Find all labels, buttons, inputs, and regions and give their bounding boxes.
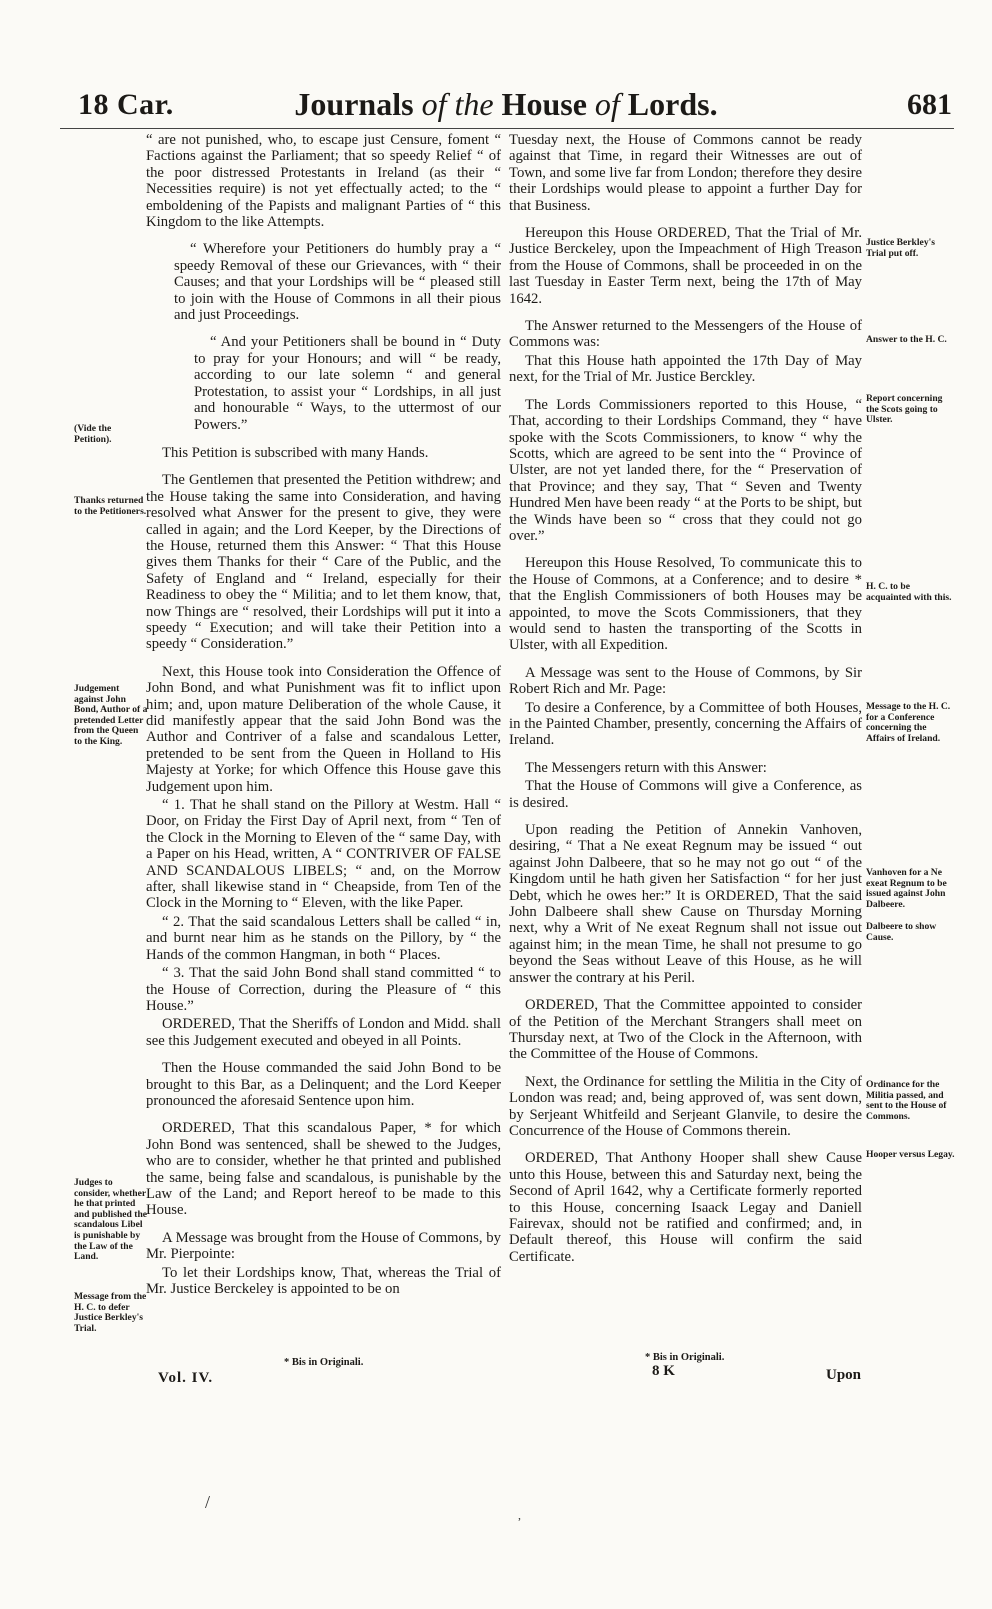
paragraph: “ 3. That the said John Bond shall stand committed “ to the House of Correction, during the Pleasure of “ this House.”: [146, 965, 501, 1014]
title-word: of: [594, 86, 620, 122]
paragraph: Upon reading the Petition of Annekin Vanhoven, desiring, “ That a Ne exeat Regnum may be issued “ out against John Dalbeere, that so he may not go out “ of the Kingdom until he hath given her Satisfaction “ for her just Debt, which he owes her:” It is ORDERED, That the said John Dalbeere shall shew Cause on Thursday Morning next, why a Writ of Ne exeat Regnum shall not issue out against him; in the mean Time, he shall not presume to go beyond the Seas without Leave of this House, as he will answer the contrary at his Peril.: [509, 822, 862, 986]
paragraph: The Answer returned to the Messengers of the House of Commons was:: [509, 318, 862, 351]
paragraph: That the House of Commons will give a Conference, as is desired.: [509, 778, 862, 811]
stray-mark: ,: [518, 1508, 521, 1522]
margin-note: Hooper versus Legay.: [866, 1149, 955, 1160]
page-number: 681: [907, 88, 952, 121]
signature-mark: 8 K: [652, 1363, 675, 1379]
margin-note: Thanks returned to the Petitioners.: [74, 495, 147, 517]
margin-note: (Vide the Petition).: [74, 423, 112, 445]
margin-note: Report concerning the Scots going to Ulster.: [866, 393, 943, 426]
paragraph: To let their Lordships know, That, whereas the Trial of Mr. Justice Berckeley is appointed to be on: [146, 1264, 501, 1297]
paragraph: Hereupon this House Resolved, To communicate this to the House of Commons, at a Conference; and to desire * that the English Commissioners of both Houses may be appointed, to move the Scots Commissioners, that they would send to hasten the transporting of the Scotts in Ulster, with all Expedition.: [509, 555, 862, 654]
margin-note: Ordinance for the Militia passed, and sent to the House of Commons.: [866, 1079, 947, 1122]
margin-note: Vanhoven for a Ne exeat Regnum to be issued against John Dalbeere.: [866, 867, 947, 910]
footnote: * Bis in Originali.: [645, 1352, 725, 1363]
paragraph: “ are not punished, who, to escape just Censure, foment “ Factions against the Parliament; that so speedy Relief “ of the poor distressed Protestants in Ireland (as their “ Necessities require) is not yet effectually acted; to the “ emboldening of the Papists and malignant Parties of “ this Kingdom to the like Attempts.: [146, 132, 501, 231]
right-column: [509, 132, 862, 1276]
margin-note: Judges to consider, whether he that printed and published the scandalous Libel is punishable by the Law of the Land.: [74, 1177, 148, 1263]
margin-note: Dalbeere to show Cause.: [866, 921, 937, 943]
title-word: of the: [421, 86, 494, 122]
paragraph: ORDERED, That the Sheriffs of London and Midd. shall see this Judgement executed and obeyed in all Points.: [146, 1016, 501, 1049]
page-header: [60, 86, 952, 126]
paragraph: Next, this House took into Consideration the Offence of John Bond, and what Punishment was fit to inflict upon him; and, upon mature Deliberation of the whole Cause, it did manifestly appear that the said John Bond was the Author and Contriver of a false and scandalous Letter, pretended to be sent from the Queen in Holland to His Majesty at Yorke; for which Offence this House gave this Judgement upon him.: [146, 663, 501, 795]
paragraph: To desire a Conference, by a Committee of both Houses, in the Painted Chamber, presently, concerning the Affairs of Ireland.: [509, 699, 862, 749]
left-column: [146, 132, 501, 1308]
margin-note: Justice Berkley's Trial put off.: [866, 237, 936, 259]
stray-mark: /: [205, 1492, 211, 1512]
margin-note: Message from the H. C. to defer Justice Berkley's Trial.: [74, 1291, 147, 1334]
paragraph: ORDERED, That this scandalous Paper, * for which John Bond was sentenced, shall be shewed to the Judges, who are to consider, whether he that printed and published the same, being false and scandalous, is punishable by the Law of the Land; and Report hereof to be made to this House.: [146, 1120, 501, 1219]
margin-note: Judgement against John Bond, Author of a pretended Letter from the Queen to the King.: [74, 683, 148, 747]
paragraph: A Message was sent to the House of Commons, by Sir Robert Rich and Mr. Page:: [509, 664, 862, 698]
margin-note: H. C. to be acquainted with this.: [866, 581, 952, 603]
paragraph: Hereupon this House ORDERED, That the Trial of Mr. Justice Berckeley, upon the Impeachment of High Treason from the House of Commons, shall be proceeded in on the last Tuesday in Easter Term next, being the 17th of May 1642.: [509, 225, 862, 307]
paragraph: “ 1. That he shall stand on the Pillory at Westm. Hall “ Door, on Friday the First Day of April next, from “ Ten of the Clock in the Morning to Eleven of the “ same Day, with a Paper on his Head, written, A “ CONTRIVER OF FALSE AND SCANDALOUS LIBELS; “ and, on the Morrow after, shall likewise stand in “ Cheapside, from Ten of the Clock in the Morning to “ Eleven, with the like Paper.: [146, 797, 501, 912]
paragraph: The Gentlemen that presented the Petition withdrew; and the House taking the same into Consideration, and having resolved what Answer for the present to give, they were called in again; and the Lord Keeper, by the Directions of the House, returned them this Answer: “ That this House gives them Thanks for their “ Care of the Public, and the Safety of England and “ Ireland, especially for their Readiness to obey the “ Militia; and to let them know, that, now Things are “ resolved, their Lordships will put it into a speedy “ Execution; and will take their Petition into a speedy “ Consideration.”: [146, 472, 501, 653]
volume-label: Vol. IV.: [158, 1370, 214, 1386]
margin-note: Answer to the H. C.: [866, 334, 947, 345]
paragraph: ORDERED, That Anthony Hooper shall shew Cause unto this House, between this and Saturday next, being the Second of April 1642, why a Certificate formerly reported to this House, concerning Isaack Legay and Daniell Fairevax, should not be ratified and confirmed; and, in Default thereof, this House will confirm the said Certificate.: [509, 1150, 862, 1265]
regnal-year: 18 Car.: [78, 88, 174, 121]
paragraph: “ And your Petitioners shall be bound in “ Duty to pray for your Honours; and will “ be ready, according to our late solemn “ and general Protestation, to assist your “ Lordships, in all just and honourable “ Ways, to the uttermost of our Powers.”: [194, 334, 501, 433]
paragraph: ORDERED, That the Committee appointed to consider of the Petition of the Merchant Strangers shall meet on Thursday next, at Two of the Clock in the Afternoon, with the Committee of the House of Commons.: [509, 997, 862, 1063]
title-word: Lords.: [627, 86, 718, 122]
paragraph: The Messengers return with this Answer:: [525, 759, 767, 776]
paragraph: Tuesday next, the House of Commons cannot be ready against that Time, in regard their Witnesses are out of Town, and some live far from London; therefore they desire their Lordships would please to appoint a further Day for that Business.: [509, 132, 862, 214]
running-title: [60, 86, 952, 123]
paragraph: A Message was brought from the House of Commons, by Mr. Pierpointe:: [146, 1229, 501, 1263]
paragraph: The Lords Commissioners reported to this House, “ That, according to their Lordships Command, they “ have spoke with the Scots Commissioners, to know “ why the Scotts, which are agreed to be sent into the “ Province of Ulster, are not yet landed there, for the “ Preservation of that Province; and they say, That “ Seven and Twenty Hundred Men have been ready “ at the Ports to be shipt, but the Winds have been so “ cross that they could not go over.”: [509, 396, 862, 544]
paragraph: “ 2. That the said scandalous Letters shall be called “ in, and burnt near him as he stands on the Pillory, by “ the Hands of the common Hangman, in both “ Places.: [146, 913, 501, 963]
paragraph: This Petition is subscribed with many Hands.: [162, 444, 429, 461]
title-word: Journals: [294, 86, 414, 122]
title-word: House: [501, 86, 587, 122]
catchword: Upon: [826, 1367, 862, 1383]
header-rule: [60, 128, 954, 129]
footnote: * Bis in Originali.: [284, 1357, 364, 1368]
paragraph: That this House hath appointed the 17th Day of May next, for the Trial of Mr. Justice Berckley.: [509, 352, 862, 386]
margin-note: Message to the H. C. for a Conference concerning the Affairs of Ireland.: [866, 701, 951, 744]
paragraph: “ Wherefore your Petitioners do humbly pray a “ speedy Removal of these our Grievances, with “ their Causes; and that your Lordships will be “ pleased still to join with the House of Commons in all their pious and just Proceedings.: [174, 241, 501, 324]
paragraph: Then the House commanded the said John Bond to be brought to this Bar, as a Delinquent; and the Lord Keeper pronounced the aforesaid Sentence upon him.: [146, 1060, 501, 1109]
paragraph: Next, the Ordinance for settling the Militia in the City of London was read; and, being approved of, was sent down, by Serjeant Whitfeild and Serjeant Glanvile, to desire the Concurrence of the House of Commons therein.: [509, 1073, 862, 1139]
